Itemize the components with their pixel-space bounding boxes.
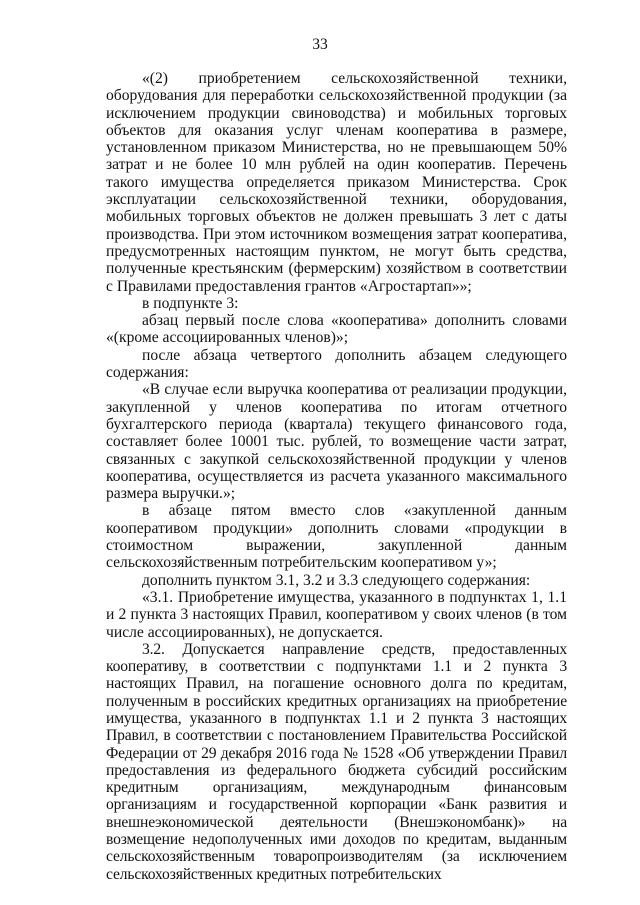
paragraph-subpoint-3: в подпункте 3: <box>142 294 239 312</box>
paragraph-add-points: дополнить пунктом 3.1, 3.2 и 3.3 следующего содержания: <box>142 571 531 589</box>
paragraph-item-2-amendment: «(2) приобретением сельскохозяйственной техники, оборудования для переработки сельскохозяйственной продукции (за исключением продукции свиноводства) и мобильных торговых объектов для оказания услуг членам кооператива в размере, установленном приказом Министерства, но не превышающем 50% затрат и не более 10 млн рублей на один кооператив. Перечень такого имущества определяется приказом Министерства. Срок эксплуатации сельскохозяйственной техники, оборудования, мобильных торговых объектов не должен превышать 3 лет с даты производства. При этом источником возмещения затрат кооператива, предусмотренных настоящим пунктом, не могут быть средства, полученные крестьянским (фермерским) хозяйством в соответствии с Правилами предоставления грантов «Агростартап»»; <box>106 70 567 295</box>
paragraph-point-3-1: «3.1. Приобретение имущества, указанного в подпунктах 1, 1.1 и 2 пункта 3 настоящих Правил, кооперативом у своих членов (в том числе ассоциированных), не допускается. <box>106 588 567 641</box>
paragraph-first-abzac-amendment: абзац первый после слова «кооператива» дополнить словами «(кроме ассоциированных членов)»; <box>106 312 567 347</box>
paragraph-add-abzac: после абзаца четвертого дополнить абзацем следующего содержания: <box>106 346 567 382</box>
document-body <box>106 70 567 883</box>
paragraph-revenue-clause: «В случае если выручка кооператива от реализации продукции, закупленной у членов кооператива по итогам отчетного бухгалтерского периода (квартала) текущего финансового года, составляет более 10001 тыс. рублей, то возмещение части затрат, связанных с закупкой сельскохозяйственной продукции у членов кооператива, осуществляется из расчета указанного максимального размера выручки.»; <box>106 381 567 503</box>
paragraph-point-3-2: 3.2. Допускается направление средств, предоставленных кооперативу, в соответствии с подпунктами 1.1 и 2 пункта 3 настоящих Правил, на погашение основного долга по кредитам, полученным в российских кредитных организациях на приобретение имущества, указанного в подпунктах 1.1 и 2 пункта 3 настоящих Правил, в соответствии с постановлением Правительства Российской Федерации от 29 декабря 2016 года № 1528 «Об утверждении Правил предоставления из федерального бюджета субсидий российским кредитным организациям, международным финансовым организациям и государственной корпорации «Банк развития и внешнеэкономической деятельности (Внешэкономбанк)» на возмещение недополученных ими доходов по кредитам, выданным сельскохозяйственным товаропроизводителям (за исключением сельскохозяйственных кредитных потребительских <box>106 640 567 883</box>
paragraph-fifth-abzac-amendment: в абзаце пятом вместо слов «закупленной данным кооперативом продукции» дополнить словами «продукции в стоимостном выражении, закупленной данным сельскохозяйственным потребительским кооперативом у»; <box>106 502 567 572</box>
page-number: 33 <box>312 36 328 53</box>
